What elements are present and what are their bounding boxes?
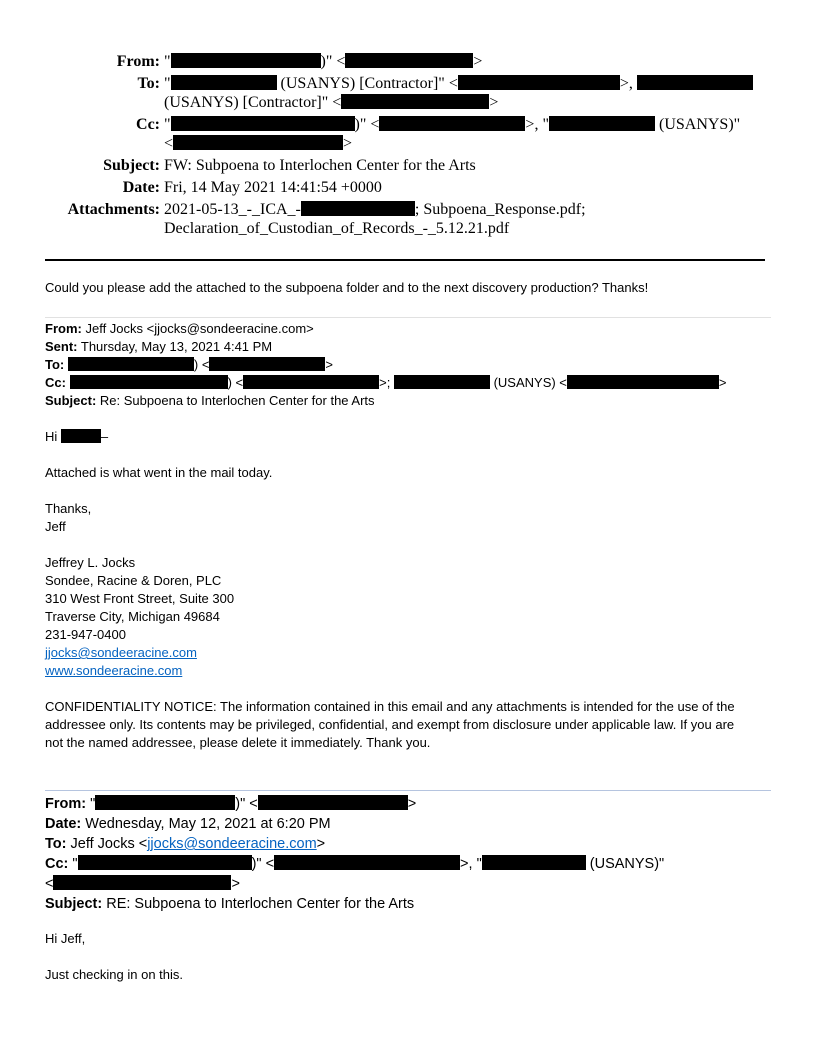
email1-cc: Cc: ) < >; (USANYS) < >: [45, 375, 727, 390]
email2-body: Just checking in on this.: [45, 967, 184, 982]
redaction: [78, 855, 252, 870]
redaction: [345, 53, 473, 68]
email2-to: To: Jeff Jocks <jjocks@sondeeracine.com>: [45, 836, 326, 852]
redaction: [341, 94, 489, 109]
email1-subject: Subject: Re: Subpoena to Interlochen Center for the Arts: [45, 393, 375, 408]
email1-from: From: Jeff Jocks <jjocks@sondeeracine.com>: [45, 321, 314, 336]
header-cc-org: (USANYS)": [658, 116, 741, 133]
signature-web-link[interactable]: www.sondeeracine.com: [45, 663, 183, 678]
email2-from: From: " )" < >: [45, 796, 417, 812]
header-to-label: To:: [137, 75, 160, 92]
redaction: [637, 75, 753, 90]
redaction: [95, 795, 235, 810]
signature-address2: Traverse City, Michigan 49684: [45, 609, 220, 624]
redaction: [61, 429, 101, 443]
email1-body: Attached is what went in the mail today.: [45, 465, 273, 480]
header-subject-label: Subject:: [103, 157, 160, 174]
header-attachments-label: Attachments:: [67, 201, 160, 218]
redaction: [258, 795, 408, 810]
separator: [45, 790, 771, 791]
email2-greeting: Hi Jeff,: [45, 931, 86, 946]
redaction: [549, 116, 655, 131]
header-to-org2: (USANYS) [Contractor]" <: [164, 94, 342, 111]
redaction: [70, 375, 228, 389]
redaction: [171, 116, 355, 131]
email1-sent: Sent: Thursday, May 13, 2021 4:41 PM: [45, 339, 273, 354]
email1-sign: Jeff: [45, 519, 66, 534]
separator: [45, 317, 771, 318]
redaction: [274, 855, 460, 870]
email1-thanks: Thanks,: [45, 501, 92, 516]
confidentiality-notice-line2: addressee only. Its contents may be privileged, confidential, and exempt from disclosure under applicable law. If you are: [45, 717, 735, 732]
redaction: [53, 875, 231, 890]
email2-date: Date: Wednesday, May 12, 2021 at 6:20 PM: [45, 816, 331, 832]
redaction: [567, 375, 719, 389]
header-subject: FW: Subpoena to Interlochen Center for the Arts: [164, 157, 476, 174]
header-from-label: From:: [116, 53, 160, 70]
redaction: [458, 75, 620, 90]
email2-subject: Subject: RE: Subpoena to Interlochen Center for the Arts: [45, 896, 415, 912]
header-divider: [45, 259, 765, 261]
email1-greeting: Hi –: [45, 429, 109, 444]
header-date: Fri, 14 May 2021 14:41:54 +0000: [164, 179, 382, 196]
attachment-name[interactable]: ; Subpoena_Response.pdf;: [414, 201, 586, 218]
redaction: [173, 135, 343, 150]
redaction: [379, 116, 525, 131]
redaction: [243, 375, 379, 389]
header-to-org: (USANYS) [Contractor]" <: [280, 75, 458, 92]
signature-name: Jeffrey L. Jocks: [45, 555, 136, 570]
signature-phone: 231-947-0400: [45, 627, 126, 642]
redaction: [394, 375, 490, 389]
redaction: [301, 201, 415, 216]
signature-email-link[interactable]: jjocks@sondeeracine.com: [45, 645, 197, 660]
redaction: [482, 855, 586, 870]
redaction: [68, 357, 194, 371]
attachment-name[interactable]: 2021-05-13_-_ICA_-: [164, 201, 301, 218]
confidentiality-notice-line1: CONFIDENTIALITY NOTICE: The information contained in this email and any attachments is intended for the use of the: [45, 699, 735, 714]
email2-to-link[interactable]: jjocks@sondeeracine.com: [147, 836, 317, 852]
attachment-name[interactable]: Declaration_of_Custodian_of_Records_-_5.12.21.pdf: [164, 220, 510, 237]
header-cc-label: Cc:: [136, 116, 160, 133]
email2-cc: Cc: " )" < >, " (USANYS)": [45, 856, 665, 872]
redaction: [171, 75, 277, 90]
confidentiality-notice-line3: not the named addressee, please delete it immediately. Thank you.: [45, 735, 431, 750]
signature-firm: Sondee, Racine & Doren, PLC: [45, 573, 222, 588]
signature-address1: 310 West Front Street, Suite 300: [45, 591, 235, 606]
redaction: [209, 357, 325, 371]
top-message: Could you please add the attached to the subpoena folder and to the next discovery production? Thanks!: [45, 280, 649, 295]
header-date-label: Date:: [122, 179, 160, 196]
redaction: [171, 53, 321, 68]
email1-to: To: ) < >: [45, 357, 334, 372]
